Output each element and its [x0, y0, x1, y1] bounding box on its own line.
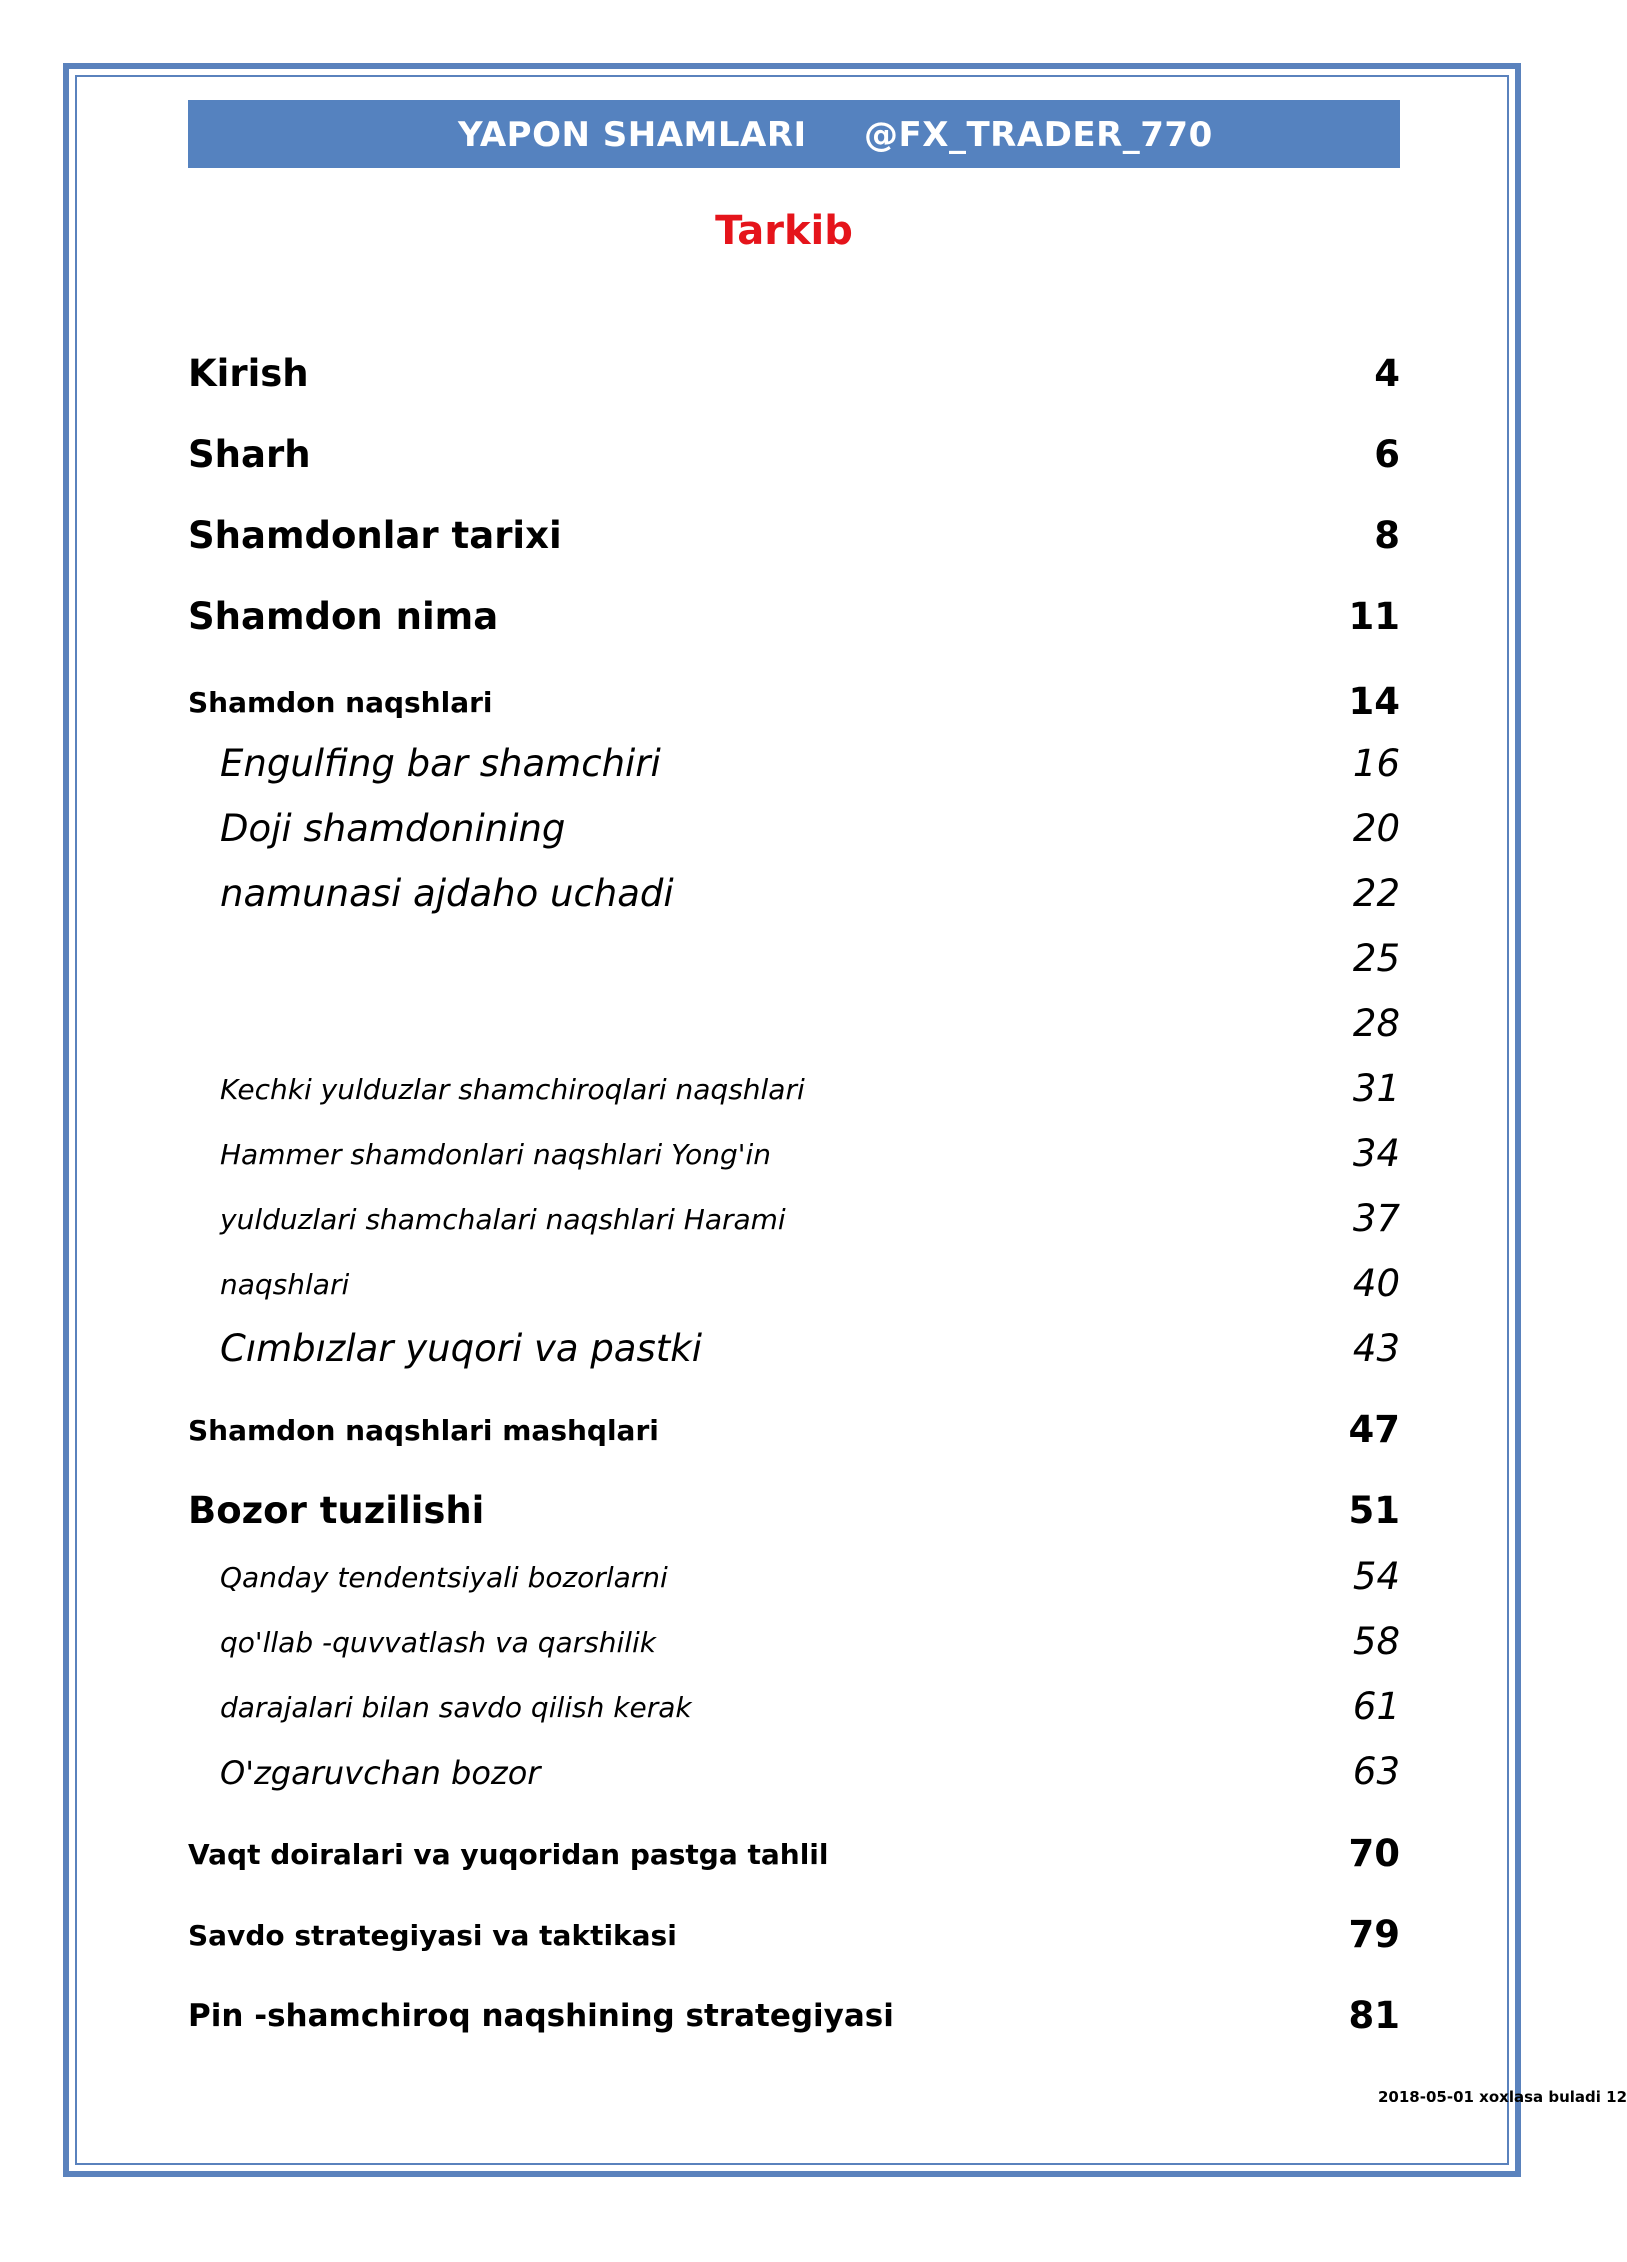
toc-entry-page: 81 — [1348, 1994, 1400, 2037]
toc-entry-page: 79 — [1348, 1913, 1400, 1956]
toc-entry-page: 14 — [1348, 680, 1400, 723]
toc-entry-label: Hammer shamdonlari naqshlari Yong'in — [220, 1138, 771, 1171]
toc-entry-label: qo'llab -quvvatlash va qarshilik — [220, 1626, 657, 1659]
toc-entry-page: 4 — [1374, 352, 1400, 395]
toc-entry-page: 63 — [1352, 1750, 1400, 1793]
footer-note: 2018-05-01 xoxlasa buladi 12 — [1378, 2088, 1627, 2106]
toc-entry-page: 58 — [1352, 1620, 1400, 1663]
toc-entry-page: 37 — [1352, 1197, 1400, 1240]
toc-entry-page: 28 — [1352, 1002, 1400, 1045]
toc-entry-label: Kechki yulduzlar shamchiroqlari naqshlari — [220, 1073, 805, 1106]
toc-entry-page: 54 — [1352, 1555, 1400, 1598]
toc-entry-page: 20 — [1352, 807, 1400, 850]
page-title: Tarkib — [715, 208, 853, 254]
toc-entry-label: darajalari bilan savdo qilish kerak — [220, 1691, 692, 1724]
toc-entry-page: 34 — [1352, 1132, 1400, 1175]
toc-entry-label: Shamdonlar tarixi — [188, 514, 562, 557]
toc-entry-page: 22 — [1352, 872, 1400, 915]
toc-entry-label: Pin -shamchiroq naqshining strategiyasi — [188, 1998, 894, 2034]
toc-entry-label: O'zgaruvchan bozor — [220, 1754, 541, 1792]
toc-entry-label: Shamdon naqshlari mashqlari — [188, 1414, 659, 1447]
toc-entry-page: 25 — [1352, 937, 1400, 980]
header-channel-handle: @FX_TRADER_770 — [864, 115, 1213, 155]
toc-entry-label: yulduzlari shamchalari naqshlari Harami — [220, 1203, 786, 1236]
toc-entry-page: 43 — [1352, 1327, 1400, 1370]
toc-entry-label: Shamdon naqshlari — [188, 686, 493, 719]
toc-entry-label: Cımbızlar yuqori va pastki — [220, 1327, 702, 1370]
toc-entry-label: namunasi ajdaho uchadi — [220, 872, 674, 915]
toc-entry-label: Engulfing bar shamchiri — [220, 742, 661, 785]
toc-entry-label: Savdo strategiyasi va taktikasi — [188, 1919, 677, 1952]
toc-entry-label: Vaqt doiralari va yuqoridan pastga tahlil — [188, 1838, 829, 1871]
toc-entry-label: Sharh — [188, 433, 311, 476]
toc-entry-label: Doji shamdonining — [220, 807, 566, 850]
toc-entry-page: 8 — [1374, 514, 1400, 557]
toc-entry-page: 16 — [1352, 742, 1400, 785]
toc-entry-label: Kirish — [188, 352, 309, 395]
toc-entry-page: 40 — [1352, 1262, 1400, 1305]
toc-entry-page: 61 — [1352, 1685, 1400, 1728]
toc-entry-page: 11 — [1348, 595, 1400, 638]
header-book-title: YAPON SHAMLARI — [458, 115, 807, 155]
toc-entry-page: 47 — [1348, 1408, 1400, 1451]
toc-entry-label: Shamdon nima — [188, 595, 499, 638]
toc-entry-label: Bozor tuzilishi — [188, 1489, 485, 1532]
toc-entry-page: 51 — [1348, 1489, 1400, 1532]
toc-entry-label: Qanday tendentsiyali bozorlarni — [220, 1561, 668, 1594]
toc-entry-page: 6 — [1374, 433, 1400, 476]
toc-entry-page: 31 — [1352, 1067, 1400, 1110]
toc-entry-label: naqshlari — [220, 1268, 350, 1301]
toc-entry-page: 70 — [1348, 1832, 1400, 1875]
